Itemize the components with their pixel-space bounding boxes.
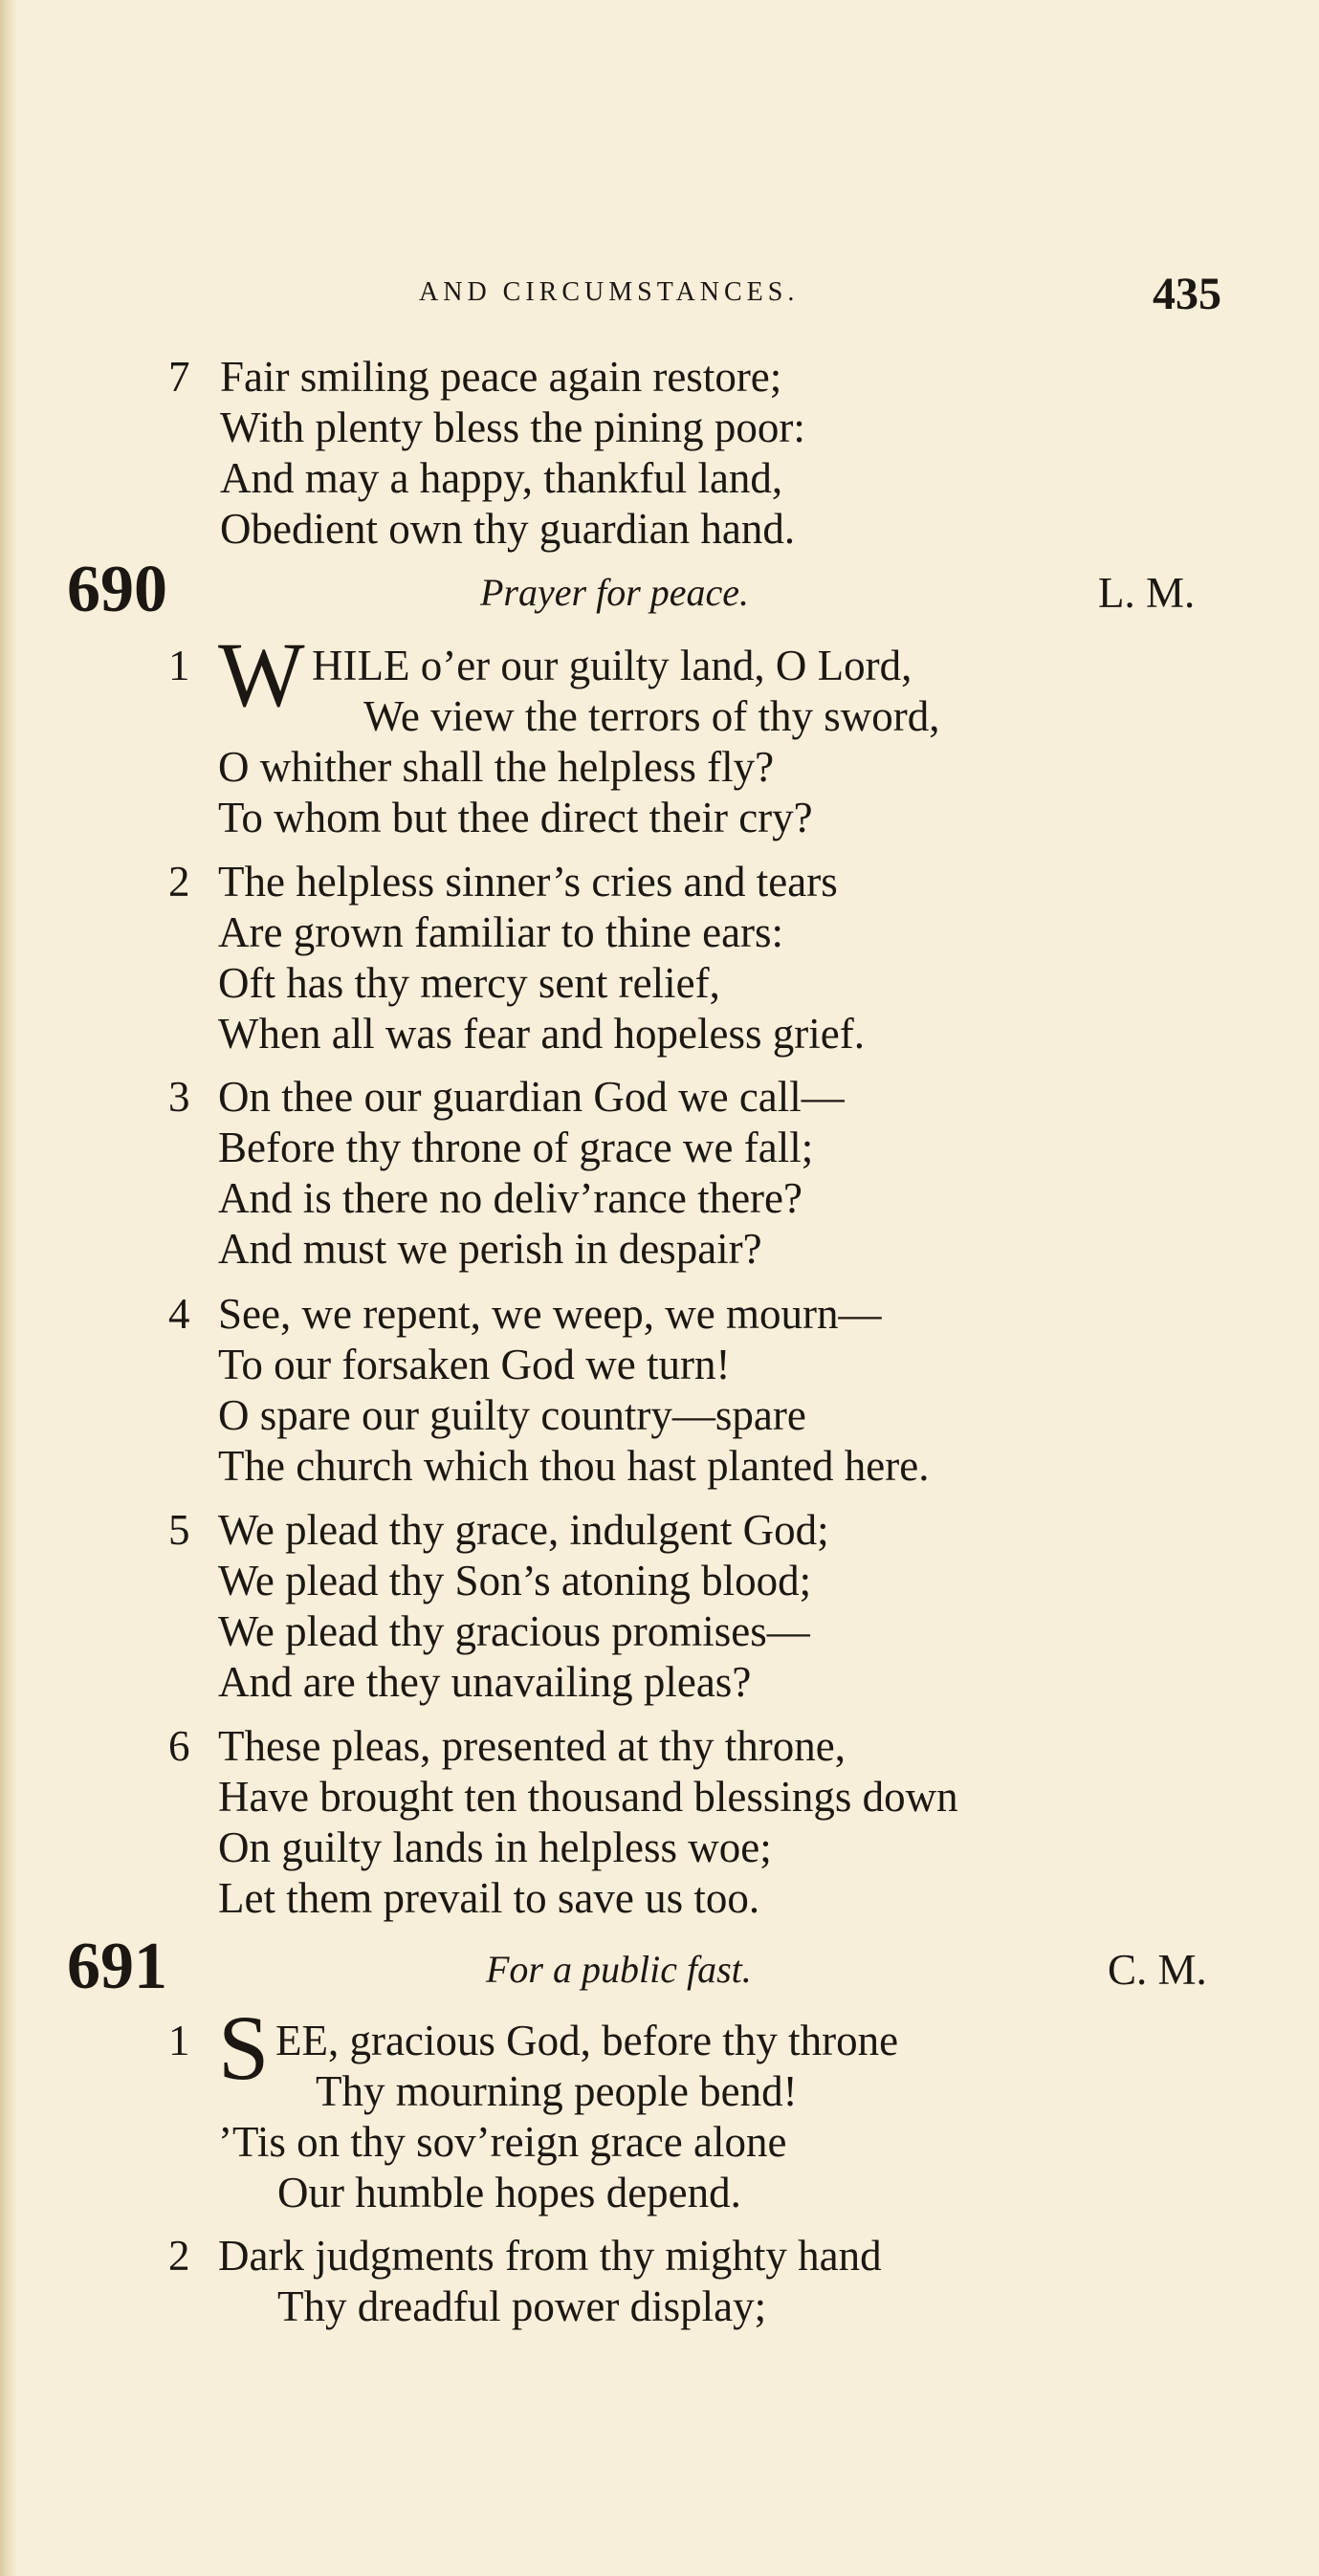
verse-line: See, we repent, we weep, we mourn— bbox=[218, 1290, 882, 1338]
verse-number: 1 bbox=[168, 2017, 190, 2064]
verse-number: 6 bbox=[168, 1722, 190, 1770]
verse-number: 2 bbox=[168, 2232, 190, 2280]
drop-cap: S bbox=[218, 1997, 270, 2099]
verse-number: 7 bbox=[168, 353, 190, 401]
verse-line: We plead thy Son’s atoning blood; bbox=[218, 1557, 812, 1605]
verse-line: Thy mourning people bend! bbox=[316, 2067, 798, 2115]
verse-number: 4 bbox=[168, 1290, 190, 1338]
verse-line: Have brought ten thousand blessings down bbox=[218, 1773, 958, 1821]
verse-line: With plenty bless the pining poor: bbox=[220, 404, 805, 451]
verse-line: To our forsaken God we turn! bbox=[218, 1341, 731, 1388]
verse-line: To whom but thee direct their cry? bbox=[218, 794, 813, 841]
verse-line: And may a happy, thankful land, bbox=[220, 454, 783, 502]
verse-number: 5 bbox=[168, 1506, 190, 1554]
verse-line: And is there no deliv’rance there? bbox=[218, 1174, 802, 1222]
verse-number: 3 bbox=[168, 1073, 190, 1121]
verse-line: Before thy throne of grace we fall; bbox=[218, 1124, 814, 1171]
verse-line: Let them prevail to save us too. bbox=[218, 1874, 760, 1922]
hymn-title: For a public fast. bbox=[486, 1948, 752, 1991]
verse-line: On guilty lands in helpless woe; bbox=[218, 1823, 772, 1871]
verse-line: Obedient own thy guardian hand. bbox=[220, 505, 796, 553]
verse-line: O spare our guilty country—spare bbox=[218, 1391, 806, 1439]
hymn-number: 691 bbox=[67, 1930, 167, 2003]
verse-number: 2 bbox=[168, 858, 190, 906]
drop-cap: W bbox=[218, 623, 305, 726]
running-head: AND CIRCUMSTANCES. bbox=[419, 277, 800, 307]
verse-number: 1 bbox=[168, 642, 190, 689]
verse-line: ’Tis on thy sov’reign grace alone bbox=[218, 2118, 787, 2166]
page-number: 435 bbox=[1153, 269, 1221, 319]
verse-line: And must we perish in despair? bbox=[218, 1225, 762, 1273]
verse-line: The helpless sinner’s cries and tears bbox=[218, 858, 838, 906]
verse-line: Are grown familiar to thine ears: bbox=[218, 908, 784, 956]
verse-line: Oft has thy mercy sent relief, bbox=[218, 959, 720, 1007]
verse-line: When all was fear and hopeless grief. bbox=[218, 1010, 865, 1058]
verse-line: We view the terrors of thy sword, bbox=[363, 692, 940, 740]
verse-line: The church which thou hast planted here. bbox=[218, 1442, 930, 1490]
hymn-meter: L. M. bbox=[1098, 569, 1196, 617]
verse-line: HILE o’er our guilty land, O Lord, bbox=[312, 642, 912, 689]
hymn-title: Prayer for peace. bbox=[480, 571, 750, 614]
verse-line: Our humble hopes depend. bbox=[277, 2169, 741, 2216]
verse-line: Fair smiling peace again restore; bbox=[220, 353, 782, 401]
verse-line: Thy dreadful power display; bbox=[277, 2282, 767, 2330]
hymn-number: 690 bbox=[67, 553, 167, 626]
hymn-meter: C. M. bbox=[1108, 1946, 1207, 1994]
verse-line: We plead thy gracious promises— bbox=[218, 1607, 810, 1655]
verse-line: These pleas, presented at thy throne, bbox=[218, 1722, 846, 1770]
verse-line: We plead thy grace, indulgent God; bbox=[218, 1506, 829, 1554]
verse-line: EE, gracious God, before thy throne bbox=[275, 2017, 899, 2064]
verse-line: Dark judgments from thy mighty hand bbox=[218, 2232, 882, 2280]
verse-line: And are they unavailing pleas? bbox=[218, 1658, 752, 1706]
verse-line: On thee our guardian God we call— bbox=[218, 1073, 845, 1121]
verse-line: O whither shall the helpless fly? bbox=[218, 743, 775, 791]
